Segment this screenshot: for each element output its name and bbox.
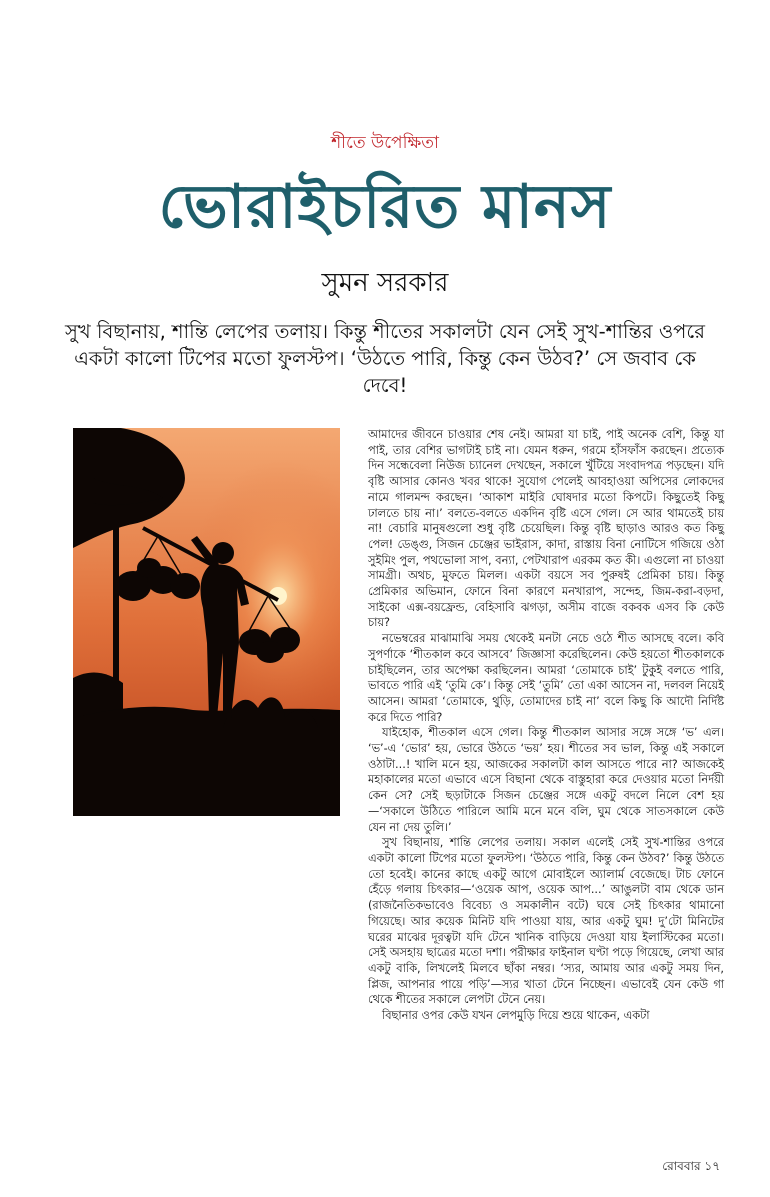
article-paragraph: সুখ বিছানায়, শান্তি লেপের তলায়। সকাল এলেই সেই সুখ-শান্তির ওপরে একটা কালো টিপের মতো ফুলস্টপ। ‘উঠতে পারি, কিন্তু কেন উঠব?’ কিন্তু উঠতে তো হবেই। কানের কাছে একটু আগে মোবাইলে অ্যালার্ম বেজেছে। টাচ ফোনে হেঁড়ে গলায় চিৎকার—‘ওয়েক আপ, ওয়েক আপ...’ আঙুলটা বাম থেকে ডান (রাজনৈতিকভাবেও বিবেচ্য ও সমকালীন বটে) ঘষে সেই চিৎকার থামানো গিয়েছে। আর কয়েক মিনিট যদি পাওয়া যায়, আর একটু ঘুম! দু’টো মিনিটের ঘরের মাঝের দূরত্বটা যদি টেনে খানিক বাড়িয়ে দেওয়া যায় ইলাস্টিকের মতো। সেই অসহায় ছাত্রের মতো দশা। পরীক্ষার ফাইনাল ঘণ্টা পড়ে গিয়েছে, লেখা আর একটু বাকি, লিখলেই মিলবে ছাঁকা নম্বর। ‘স্যর, আমায় আর একটু সময় দিন, প্লিজ, আপনার পায়ে পড়ি’—স্যর খাতা টেনে নিচ্ছেন। এভাবেই যেন কেউ গা থেকে শীতের সকালে লেপটা টেনে নেয়। xyxy=(368,836,724,1007)
standfirst: সুখ বিছানায়, শান্তি লেপের তলায়। কিন্তু শীতের সকালটা যেন সেই সুখ-শান্তির ওপরে একটা কালো টিপের মতো ফুলস্টপ। ‘উঠতে পারি, কিন্তু কেন উঠব?’ সে জবাব কে দেবে! xyxy=(65,320,705,397)
page-folio: রোববার ১৭ xyxy=(662,1159,720,1173)
article-paragraph: আমাদের জীবনে চাওয়ার শেষ নেই। আমরা যা চাই, পাই অনেক বেশি, কিন্তু যা পাই, তার বেশির ভাগটাই চাই না। যেমন ধরুন, গরমে হাঁসফাঁস করছেন। প্রত্যেক দিন সন্ধেবেলা নিউজ চ্যানেল দেখছেন, সকালে খুঁটিয়ে সংবাদপত্র পড়ছেন। যদি বৃষ্টি আসার কোনও খবর থাকে! সুযোগ পেলেই আবহাওয়া অপিসের লোকদের নামে গালমন্দ করছেন। ‘আকাশ মাইরি ঘোষদার মতো কিপটে। কিছুতেই কিছু ঢালতে চায় না।’ বলতে-বলতে একদিন বৃষ্টি এসে গেল। সে আর থামতেই চায় না! বেচারি মানুষগুলো শুধু বৃষ্টি চেয়েছিল। কিন্তু বৃষ্টি ছাড়াও আরও কত কিছু পেল! ডেঙ্গু, সিজন চেঞ্জের ভাইরাস, কাদা, রাস্তায় বিনা নোটিসে গজিয়ে ওঠা সুইমিং পুল, পথভোলা সাপ, বন্যা, পেটখারাপ এরকম কত কী। এগুলো না চাওয়া সামগ্রী। অথচ, মুফতে মিলল। একটা বয়সে সব পুরুষই প্রেমিকা চায়। কিন্তু প্রেমিকার অভিমান, ফোনে বিনা কারণে মনখারাপ, সন্দেহ, জিম-করা-বড়দা, সাইকো এক্স-বয়ফ্রেন্ড, বেহিসাবি ঝগড়া, অসীম বাজে বকবক এসব কি কেউ চায়? xyxy=(368,428,724,630)
article-paragraph: বিছানার ওপর কেউ যখন লেপমুড়ি দিয়ে শুয়ে থাকেন, একটা xyxy=(382,1009,650,1023)
author-byline: সুমন সরকার xyxy=(321,268,449,298)
section-kicker: শীতে উপেক্ষিতা xyxy=(331,133,439,153)
article-paragraph: যাইহোক, শীতকাল এসে গেল। কিন্তু শীতকাল আসার সঙ্গে সঙ্গে ‘ভ’ এল। ‘ভ’-এ ‘ভোর’ হয়, ভোরে উঠতে ‘ভয়’ হয়। শীতের সব ভাল, কিন্তু এই সকালে ওঠাটা...! খালি মনে হয়, আজকের সকালটা কাল আসতে পারে না? আজকেই মহাকালের মতো এভাবে এসে বিছানা থেকে বাস্তুহারা করে দেওয়ার মতো নির্দয়ী কেন সে? সেই ছড়াটাকে সিজন চেঞ্জের সঙ্গে একটু বদলে নিলে বেশ হয়—‘সকালে উঠিতে পারিলে আমি মনে মনে বলি, ঘুম থেকে সাতসকালে কেউ যেন না দেয় তুলি।’ xyxy=(368,726,724,834)
sunset-silhouette-photo xyxy=(73,428,340,816)
article-body xyxy=(368,427,724,1024)
article-paragraph: নভেম্বরের মাঝামাঝি সময় থেকেই মনটা নেচে ওঠে শীত আসছে বলে। কবি সুপর্ণাকে ‘শীতকাল কবে আসবে’ জিজ্ঞাসা করেছিলেন। কেউ হয়তো শীতকালকে চাইছিলেন, তার অপেক্ষা করছিলেন। আমরা ‘তোমাকে চাই’ টুকুই বলতে পারি, ভাবতে পারি এই ‘তুমি কে’। কিন্তু সেই ‘তুমি’ তো একা আসেন না, দলবল নিয়েই আসেন। আমরা ‘তোমাকে, থুড়ি, তোমাদের চাই না’ বলে কিছু কি আদৌ নির্দিষ্ট করে দিতে পারি? xyxy=(368,632,724,724)
article-title: ভোরাইচরিত মানস xyxy=(158,172,612,242)
